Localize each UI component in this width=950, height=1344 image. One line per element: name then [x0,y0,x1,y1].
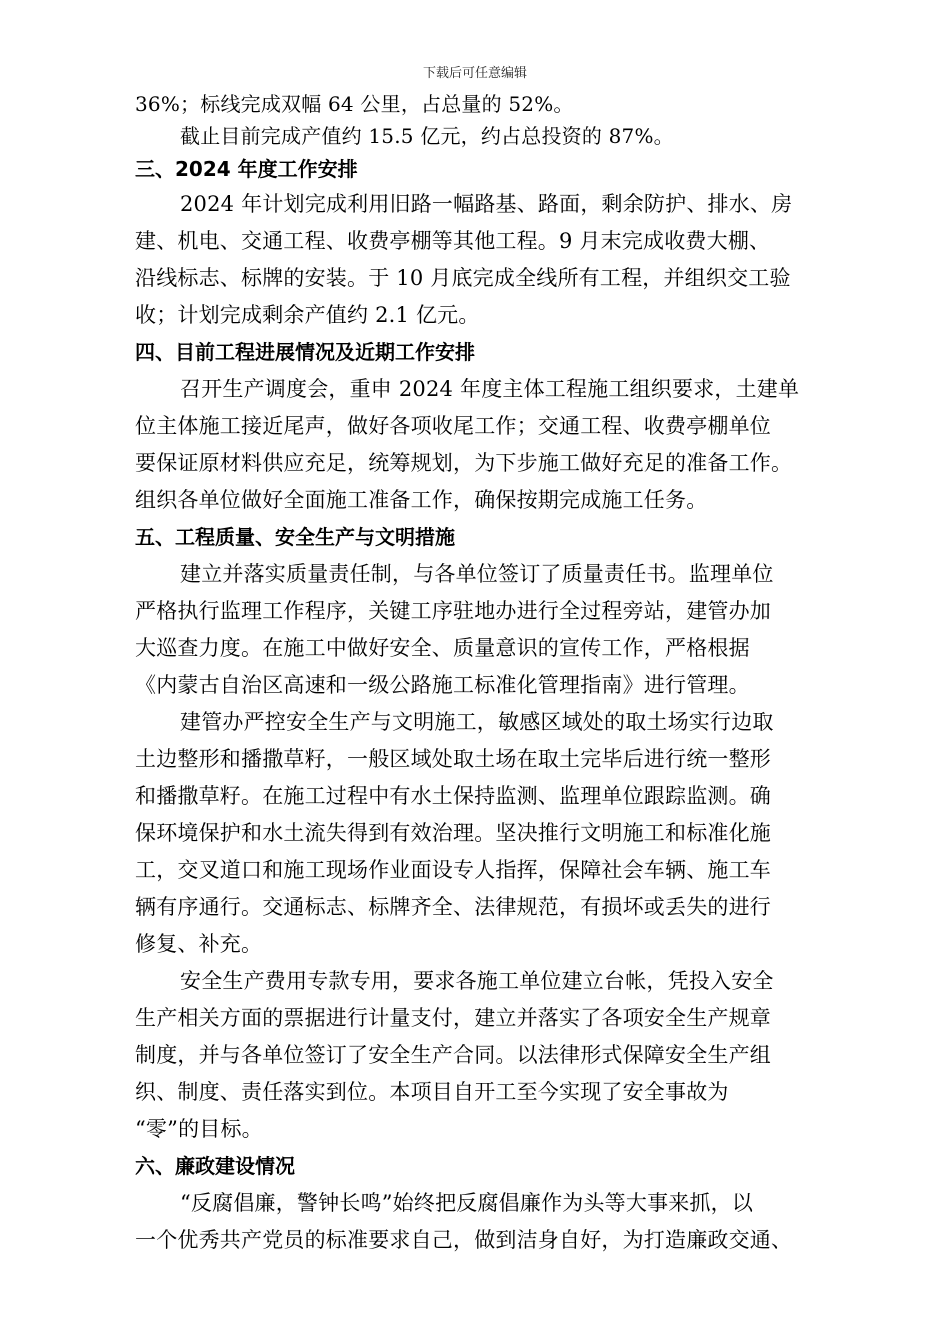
text-line: 位主体施工接近尾声，做好各项收尾工作；交通工程、收费亭棚单位 [135,414,771,438]
text-line: 组织各单位做好全面施工准备工作，确保按期完成施工任务。 [135,488,708,512]
text-line: 《内蒙古自治区高速和一级公路施工标准化管理指南》进行管理。 [135,673,750,697]
text-line: 2024 年计划完成利用旧路一幅路基、路面，剩余防护、排水、房 [180,192,793,216]
text-line: 建立并落实质量责任制，与各单位签订了质量责任书。监理单位 [180,562,774,586]
text-line: “反腐倡廉，警钟长鸣”始终把反腐倡廉作为头等大事来抓，以 [180,1191,754,1215]
text-line: 大巡查力度。在施工中做好安全、质量意识的宣传工作，严格根据 [135,636,750,660]
text-line: 工，交叉道口和施工现场作业面设专人指挥，保障社会车辆、施工车 [135,858,771,882]
text-line: “零”的目标。 [135,1117,263,1141]
text-line: 织、制度、责任落实到位。本项目自开工至今实现了安全事故为 [135,1080,729,1104]
text-line: 建管办严控安全生产与文明施工，敏感区域处的取土场实行边取 [180,710,774,734]
text-line: 保环境保护和水土流失得到有效治理。坚决推行文明施工和标准化施 [135,821,771,845]
text-line: 一个优秀共产党员的标准要求自己，做到洁身自好，为打造廉政交通、 [135,1228,793,1252]
text-line: 收；计划完成剩余产值约 2.1 亿元。 [135,303,480,327]
page-header-note: 下载后可任意编辑 [422,66,527,81]
text-line: 制度，并与各单位签订了安全生产合同。以法律形式保障安全生产组 [135,1043,771,1067]
text-line: 36%；标线完成双幅 64 公里，占总量的 52%。 [135,92,574,116]
text-line: 修复、补充。 [135,932,263,956]
text-line: 沿线标志、标牌的安装。于 10 月底完成全线所有工程，并组织交工验 [135,266,791,290]
section-heading: 四、目前工程进展情况及近期工作安排 [135,340,475,364]
section-heading: 三、2024 年度工作安排 [135,157,358,181]
text-line: 建、机电、交通工程、收费亭棚等其他工程。9 月末完成收费大棚、 [135,229,771,253]
text-line: 召开生产调度会，重申 2024 年度主体工程施工组织要求，土建单 [180,377,800,401]
text-line: 严格执行监理工作程序，关键工序驻地办进行全过程旁站，建管办加 [135,599,771,623]
text-line: 截止目前完成产值约 15.5 亿元，约占总投资的 87%。 [180,124,674,148]
section-heading: 五、工程质量、安全生产与文明措施 [135,525,455,549]
text-line: 土边整形和播撒草籽，一般区域处取土场在取土完毕后进行统一整形 [135,747,771,771]
text-line: 生产相关方面的票据进行计量支付，建立并落实了各项安全生产规章 [135,1006,771,1030]
text-line: 要保证原材料供应充足，统筹规划，为下步施工做好充足的准备工作。 [135,451,793,475]
text-line: 和播撒草籽。在施工过程中有水土保持监测、监理单位跟踪监测。确 [135,784,771,808]
text-line: 安全生产费用专款专用，要求各施工单位建立台帐，凭投入安全 [180,969,774,993]
text-line: 辆有序通行。交通标志、标牌齐全、法律规范，有损坏或丢失的进行 [135,895,771,919]
section-heading: 六、廉政建设情况 [135,1154,295,1178]
document-body [135,88,835,1259]
